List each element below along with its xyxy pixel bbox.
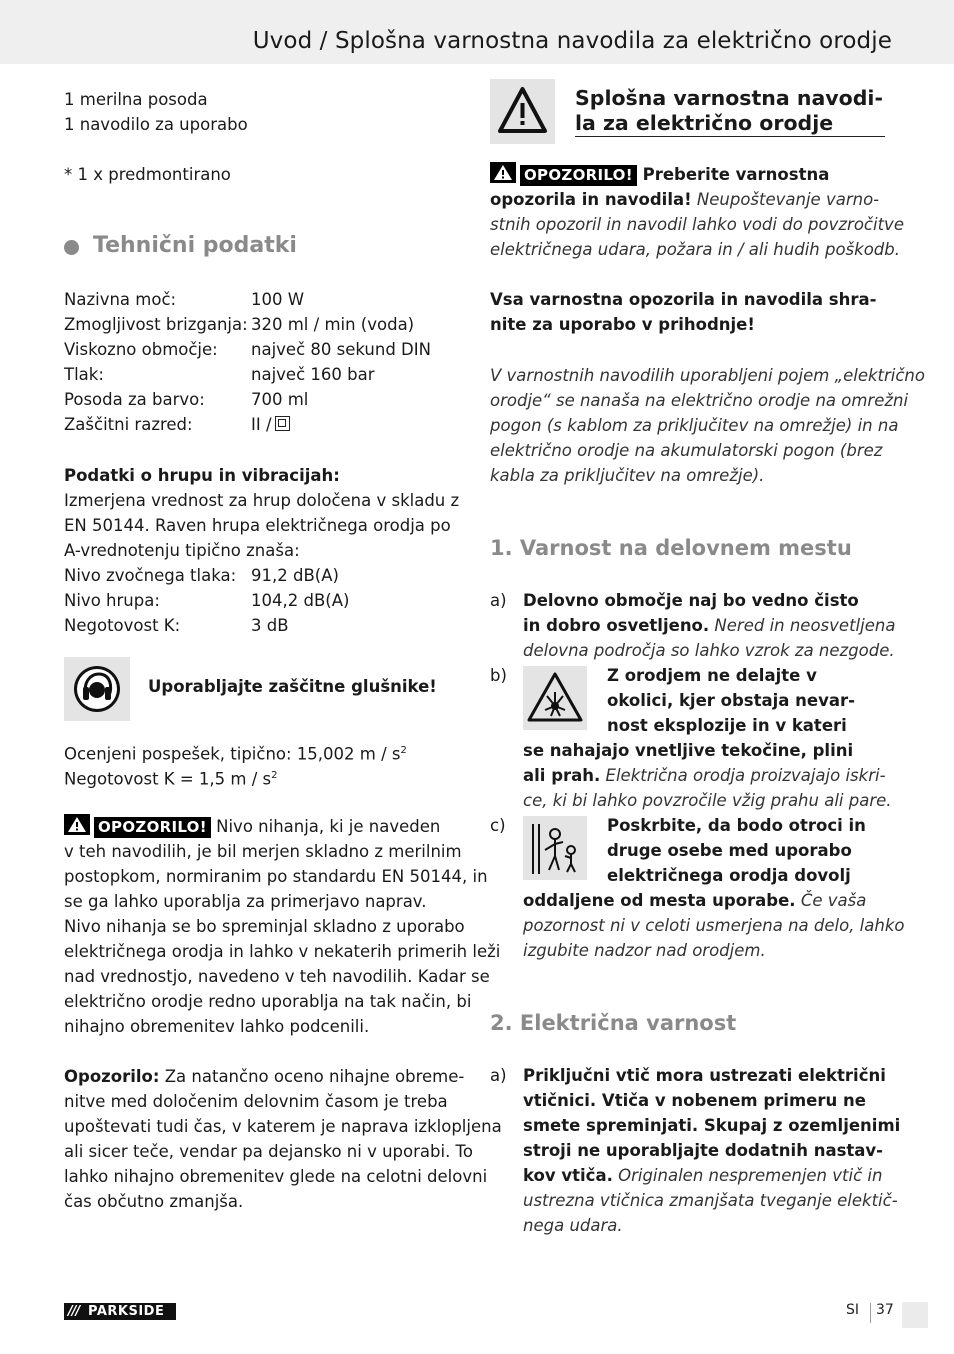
noise-label: Nivo hrupa:: [64, 591, 160, 610]
text-line: električnega orodja in lahko v nekaterih primerih leži: [64, 942, 501, 961]
brand-name: PARKSIDE: [88, 1304, 165, 1319]
text-line: postopkom, normiranim po standardu EN 50144, in: [64, 867, 488, 886]
text-line: lahko nihajno obremenitev glede na celotni delovni: [64, 1167, 488, 1186]
page-title: Uvod / Splošna varnostna navodila za električno orodje: [252, 28, 892, 54]
text-line: nega udara.: [523, 1216, 623, 1235]
spec-label: Tlak:: [64, 365, 104, 384]
section-title: Tehnični podatki: [93, 233, 297, 258]
text-line: delovna področja so lahko vzrok za nezgode.: [523, 641, 895, 660]
text-line: Opozorilo: Za natančno oceno nihajne obreme-: [64, 1067, 465, 1086]
item-letter: a): [490, 591, 507, 610]
spec-value: največ 80 sekund DIN: [251, 340, 431, 359]
text-line: električnega udara, požara in / ali hudih poškodb.: [490, 240, 900, 259]
spec-value: 100 W: [251, 290, 305, 309]
text-line: električno orodje na akumulatorski pogon (brez: [490, 441, 883, 460]
text-line: električnega orodja dovolj: [607, 866, 851, 885]
text-line: stroji ne uporabljajte dodatnih nastav-: [523, 1141, 884, 1160]
explosion-warning-icon: [523, 666, 587, 730]
text-line: in dobro osvetljeno. Nered in neosvetljena: [523, 616, 896, 635]
text-line: smete spreminjati. Skupaj z ozemljenimi: [523, 1116, 901, 1135]
item-letter: a): [490, 1066, 507, 1085]
text-line: oddaljene od mesta uporabe. Če vaša: [523, 891, 867, 910]
text-line: ustrezna vtičnica zmanjšata tveganje elektič-: [523, 1191, 898, 1210]
text-line: kov vtiča. Originalen nespremenjen vtič in: [523, 1166, 883, 1185]
section-title: 1. Varnost na delovnem mestu: [490, 536, 852, 560]
text-line: električno orodje redno uporablja na tak način, bi: [64, 992, 472, 1011]
text-line: opozorila in navodila! Neupoštevanje varno-: [490, 190, 880, 209]
text-line: ce, ki bi lahko povzročile vžig prahu ali pare.: [523, 791, 892, 810]
ear-protection-icon: [64, 657, 130, 721]
ear-protection-text: Uporabljajte zaščitne glušnike!: [148, 677, 437, 696]
accel-line: Negotovost K = 1,5 m / $s^2$: [64, 769, 278, 789]
package-item: 1 navodilo za uporabo: [64, 115, 248, 134]
text-line: pozornost ni v celoti usmerjena na delo, lahko: [523, 916, 905, 935]
text-line: EN 50144. Raven hrupa električnega orodja po: [64, 516, 451, 535]
page-number: 37: [876, 1302, 894, 1318]
heading-line: Splošna varnostna navodi-: [575, 86, 883, 110]
spec-value: največ 160 bar: [251, 365, 375, 384]
language-code: SI: [846, 1302, 860, 1318]
bullet-icon: [64, 240, 79, 255]
tech-section: [64, 233, 297, 258]
text-line: nost eksplozije in v kateri: [607, 716, 847, 735]
warning-badge: OPOZORILO!: [520, 165, 637, 186]
spec-value: II /: [251, 412, 290, 437]
footer-divider: [870, 1303, 871, 1323]
text-line: nad vrednostjo, navedeno v teh navodilih. Kadar se: [64, 967, 490, 986]
warning-first-line: OPOZORILO! Preberite varnostna: [490, 162, 829, 187]
text-line: Izmerjena vrednost za hrup določena v skladu z: [64, 491, 460, 510]
text-line: se ga lahko uporablja za primerjavo naprav.: [64, 892, 427, 911]
package-item: 1 merilna posoda: [64, 90, 208, 109]
text-line: nihajno obremenitev lahko podcenili.: [64, 1017, 370, 1036]
text-line: Poskrbite, da bodo otroci in: [607, 816, 866, 835]
text-line: čas občutno zmanjša.: [64, 1192, 244, 1211]
spec-label: Viskozno območje:: [64, 340, 218, 359]
text-line: stnih opozoril in navodil lahko vodi do povzročitve: [490, 215, 904, 234]
text-line: orodje“ se nanaša na električno orodje na omrežni: [490, 391, 909, 410]
section-title: 2. Električna varnost: [490, 1011, 737, 1035]
text-line: Nivo nihanja, ki je naveden: [216, 817, 441, 836]
text-line: nitve med določenim delovnim časom je treba: [64, 1092, 448, 1111]
ear-protection-icon-box: [64, 657, 130, 721]
text-line: Vsa varnostna opozorila in navodila shra-: [490, 290, 877, 309]
text-line: Priključni vtič mora ustrezati električni: [523, 1066, 886, 1085]
text-line: V varnostnih navodilih uporabljeni pojem „električno: [490, 366, 925, 385]
text-line: ali sicer teče, vendar pa dejansko ni v uporabi. To: [64, 1142, 473, 1161]
text-line: A-vrednotenju tipično znaša:: [64, 541, 300, 560]
warning-triangle-icon: [64, 814, 90, 835]
text-line: okolici, kjer obstaja nevar-: [607, 691, 855, 710]
brand-logo: [64, 1303, 176, 1320]
explosion-hazard-icon-box: [523, 666, 587, 730]
noise-value: 91,2 dB(A): [251, 566, 339, 585]
page-header: [0, 0, 954, 64]
text-line: Z orodjem ne delajte v: [607, 666, 817, 685]
safety-warning-icon-box: [490, 79, 555, 144]
noise-label: Nivo zvočnega tlaka:: [64, 566, 237, 585]
text-line: v teh navodilih, je bil merjen skladno z merilnim: [64, 842, 462, 861]
warning-first-line: [64, 814, 440, 839]
warning-badge: OPOZORILO!: [94, 817, 211, 838]
text-line: upoštevati tudi čas, v katerem je naprava izklopljena: [64, 1117, 502, 1136]
spec-value: 700 ml: [251, 390, 309, 409]
text-line: Nivo nihanja se bo spreminjal skladno z uporabo: [64, 917, 465, 936]
children-away-icon: [523, 816, 587, 880]
page-tab-box: [902, 1302, 928, 1328]
heading-line: la za električno orodje: [575, 111, 885, 137]
item-letter: c): [490, 816, 506, 835]
spec-value: 320 ml / min (voda): [251, 315, 415, 334]
noise-value: 3 dB: [251, 616, 289, 635]
warning-triangle-icon: [490, 162, 516, 183]
noise-value: 104,2 dB(A): [251, 591, 350, 610]
spec-label: Posoda za barvo:: [64, 390, 205, 409]
text-line: izgubite nadzor nad orodjem.: [523, 941, 766, 960]
spec-label: Zmogljivost brizganja:: [64, 315, 248, 334]
warning-triangle-icon: [490, 79, 555, 144]
text-line: pogon (s kablom za priključitev na omrežje) in na: [490, 416, 899, 435]
footnote: * 1 x predmontirano: [64, 165, 231, 184]
noise-label: Negotovost K:: [64, 616, 181, 635]
text-line: se nahajajo vnetljive tekočine, plini: [523, 741, 854, 760]
accel-line: Ocenjeni pospešek, tipično: 15,002 m / $s^2$: [64, 744, 407, 764]
text-line: kabla za priključitev na omrežje).: [490, 466, 765, 485]
text-line: druge osebe med uporabo: [607, 841, 852, 860]
protection-class-icon: [275, 416, 290, 431]
text-line: nite za uporabo v prihodnje!: [490, 315, 755, 334]
text-line: Delovno območje naj bo vedno čisto: [523, 591, 859, 610]
safety-heading: [575, 86, 885, 137]
text-line: vtičnici. Vtiča v nobenem primeru ne: [523, 1091, 866, 1110]
item-letter: b): [490, 666, 507, 685]
keep-children-away-icon-box: [523, 816, 587, 880]
spec-label: Nazivna moč:: [64, 290, 177, 309]
text-line: ali prah. Električna orodja proizvajajo iskri-: [523, 766, 886, 785]
logo-stripes-icon: ///: [68, 1304, 80, 1319]
spec-label: Zaščitni razred:: [64, 415, 193, 434]
noise-title: Podatki o hrupu in vibracijah:: [64, 466, 340, 485]
